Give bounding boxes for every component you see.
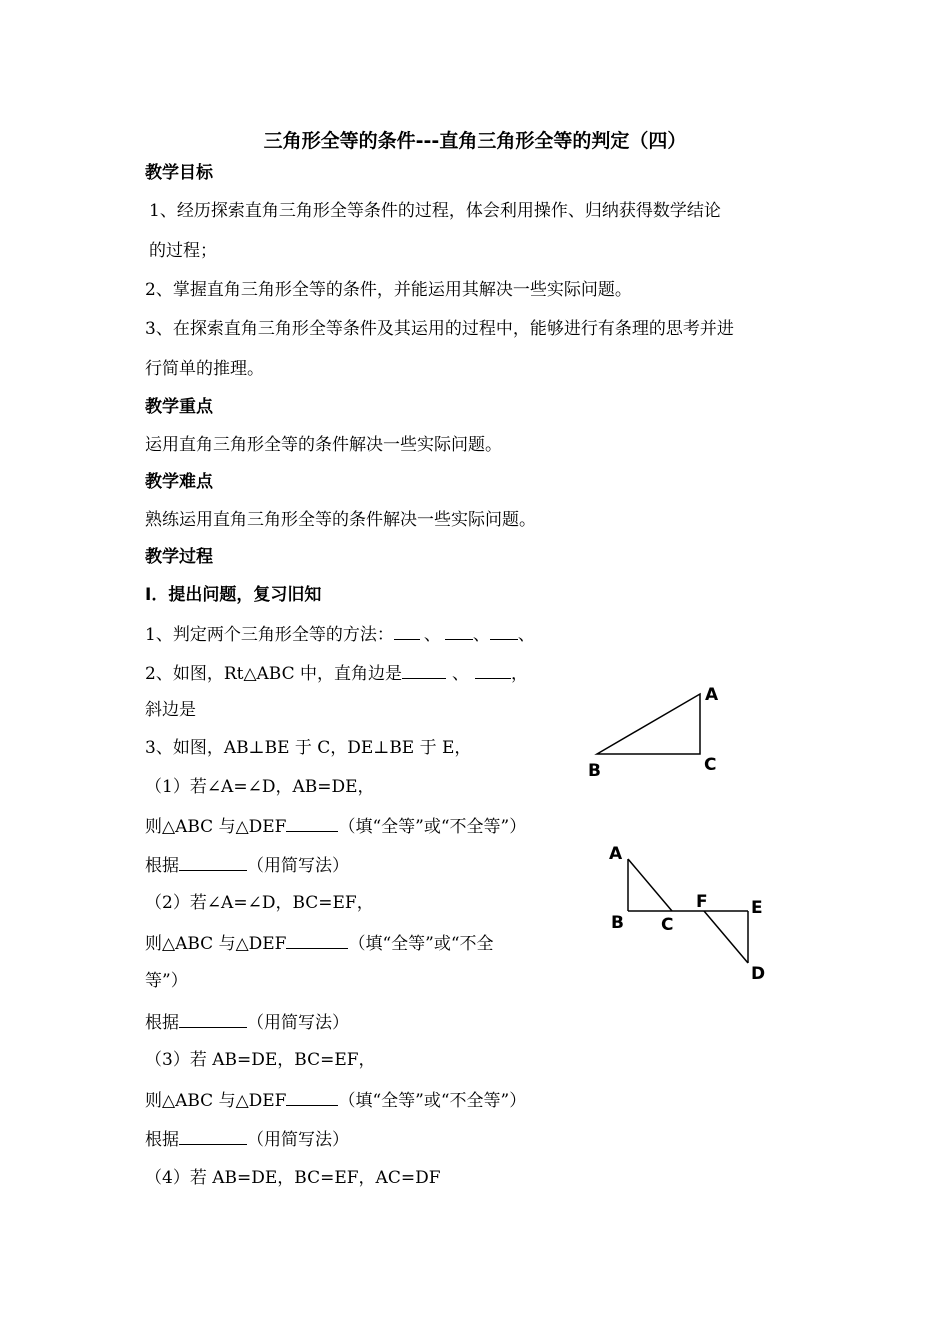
q1-sep: 、: [517, 625, 535, 645]
q3-1-basis: [145, 854, 349, 876]
process-heading: 教学过程: [145, 547, 213, 567]
q2-blank-2[interactable]: [475, 662, 511, 679]
q3-1-blank-congruence[interactable]: [286, 815, 338, 832]
basis-hint: （用简写法）: [247, 856, 349, 876]
question-3-intro: 3、如图，AB⊥BE 于 C，DE⊥BE 于 E，: [145, 738, 472, 758]
q3-3-blank-congruence[interactable]: [286, 1089, 338, 1106]
q3-1-conclusion: [145, 815, 526, 837]
difficulty-text: 熟练运用直角三角形全等的条件解决一些实际问题。: [145, 510, 536, 530]
q1-blank-1[interactable]: [394, 623, 420, 640]
figure-right-triangle-abc: [580, 680, 730, 790]
segment-fd: [704, 911, 748, 963]
q2-sep: 、: [452, 664, 470, 684]
q3-3-conclusion: [145, 1089, 526, 1111]
q3-1-blank-basis[interactable]: [179, 854, 247, 871]
q3-2-blank-congruence[interactable]: [286, 932, 348, 949]
label-a: A: [609, 844, 623, 864]
fill-hint: （填“全等”或“不全等”）: [338, 1091, 527, 1111]
q3-2-basis: [145, 1011, 349, 1033]
label-c: C: [704, 755, 717, 775]
goal-3-line-2: 行简单的推理。: [145, 359, 264, 379]
question-2: [145, 662, 528, 684]
goal-1-line-1: 1、经历探索直角三角形全等条件的过程，体会利用操作、归纳获得数学结论: [149, 201, 721, 221]
goal-3-line-1: 3、在探索直角三角形全等条件及其运用的过程中，能够进行有条理的思考并进: [145, 319, 734, 339]
document-title: 三角形全等的条件---直角三角形全等的判定（四）: [263, 130, 687, 152]
q3-3-blank-basis[interactable]: [179, 1128, 247, 1145]
q2-blank-1[interactable]: [402, 662, 446, 679]
q1-sep: 、: [472, 625, 490, 645]
then-prefix: 则△ABC 与△DEF: [145, 934, 287, 954]
then-prefix: 则△ABC 与△DEF: [145, 817, 287, 837]
question-3-3: （3）若 AB=DE，BC=EF，: [145, 1050, 376, 1070]
goal-1-line-2: 的过程；: [149, 241, 217, 261]
q3-2-blank-basis[interactable]: [179, 1011, 247, 1028]
question-2-hypotenuse: 斜边是: [145, 700, 196, 720]
question-3-2: （2）若∠A=∠D，BC=EF，: [145, 893, 374, 913]
key-text: 运用直角三角形全等的条件解决一些实际问题。: [145, 435, 502, 455]
segment-ac: [628, 859, 672, 911]
q1-blank-2[interactable]: [445, 623, 473, 640]
q2-end: ，: [511, 664, 529, 684]
fill-hint-part-1: （填“全等”或“不全: [348, 934, 494, 954]
key-heading: 教学重点: [145, 397, 213, 417]
label-e: E: [751, 898, 763, 918]
basis-prefix: 根据: [145, 1013, 179, 1033]
label-c: C: [661, 915, 674, 935]
label-a: A: [705, 685, 719, 705]
q2-prefix: 2、如图，Rt△ABC 中，直角边是: [145, 664, 403, 684]
triangle-abc: [597, 694, 700, 754]
then-prefix: 则△ABC 与△DEF: [145, 1091, 287, 1111]
basis-prefix: 根据: [145, 1130, 179, 1150]
question-3-1: （1）若∠A=∠D，AB=DE，: [145, 777, 375, 797]
q1-prefix: 1、判定两个三角形全等的方法：: [145, 625, 394, 645]
difficulty-heading: 教学难点: [145, 472, 213, 492]
q3-3-basis: [145, 1128, 349, 1150]
goals-heading: 教学目标: [145, 163, 213, 183]
label-b: B: [588, 761, 601, 781]
goal-2: 2、掌握直角三角形全等的条件，并能运用其解决一些实际问题。: [145, 280, 632, 300]
figure-triangles-abc-def: [600, 835, 780, 990]
basis-hint: （用简写法）: [247, 1013, 349, 1033]
basis-prefix: 根据: [145, 856, 179, 876]
label-f: F: [696, 892, 708, 912]
label-b: B: [611, 913, 624, 933]
question-1: [145, 623, 535, 645]
basis-hint: （用简写法）: [247, 1130, 349, 1150]
q3-2-fill-hint-cont: 等”）: [145, 971, 188, 991]
q3-2-conclusion: [145, 932, 494, 954]
label-d: D: [751, 964, 766, 984]
q1-blank-3[interactable]: [490, 623, 518, 640]
fill-hint: （填“全等”或“不全等”）: [338, 817, 527, 837]
part-1-heading: Ⅰ．提出问题，复习旧知: [145, 585, 322, 605]
q1-sep: 、: [423, 625, 441, 645]
question-3-4: （4）若 AB=DE，BC=EF，AC=DF: [145, 1168, 441, 1188]
